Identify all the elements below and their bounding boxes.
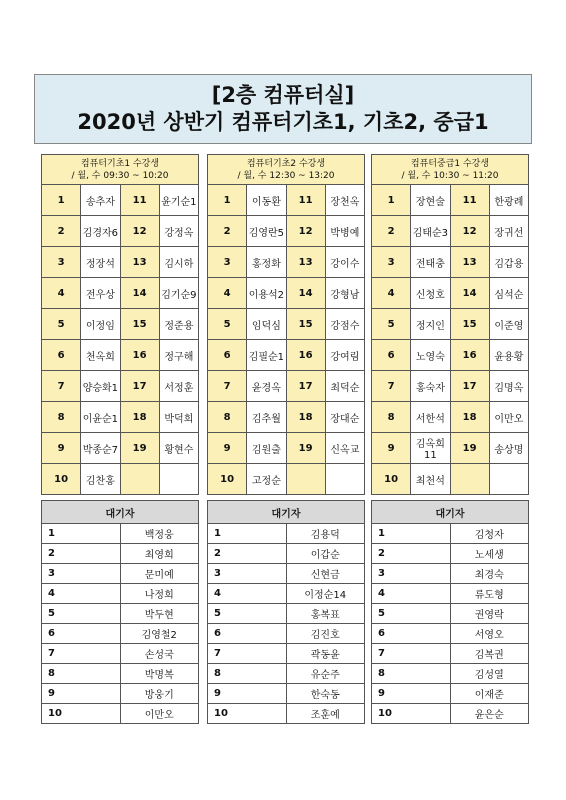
table-row: [208, 664, 365, 684]
student-number: 13: [120, 247, 159, 278]
waitlist-name: 조훈예: [286, 704, 365, 724]
student-name: 윤기순1: [159, 185, 198, 216]
student-number: 7: [208, 371, 247, 402]
student-name: 전우상: [81, 278, 120, 309]
waitlist-number: 10: [208, 704, 287, 724]
student-name: 신옥교: [325, 433, 364, 464]
table-row: [42, 309, 199, 340]
class-name: 컴퓨터기초1 수강생: [80, 158, 160, 169]
student-number: 11: [286, 185, 325, 216]
student-name: 김원출: [247, 433, 286, 464]
student-name: 천옥희: [81, 340, 120, 371]
waitlist-name: 이정순14: [286, 584, 365, 604]
student-name: 신청호: [411, 278, 450, 309]
student-name: 이동환: [247, 185, 286, 216]
waitlist-table: [371, 500, 529, 724]
student-name: 이만오: [489, 402, 528, 433]
class-schedule: / 월, 수 12:30 ~ 13:20: [237, 170, 335, 181]
student-name: 김필순1: [247, 340, 286, 371]
student-name: 송추자: [81, 185, 120, 216]
waitlist-number: 4: [42, 584, 121, 604]
waitlist-title: 대기자: [372, 501, 529, 524]
student-name: 서한석: [411, 402, 450, 433]
student-name: 박병예: [325, 216, 364, 247]
roster-table: [207, 154, 365, 495]
student-name: 양승화1: [81, 371, 120, 402]
student-name: 윤경옥: [247, 371, 286, 402]
student-name: [325, 464, 364, 495]
table-row: [208, 340, 365, 371]
waitlist-number: 8: [208, 664, 287, 684]
table-row: [208, 433, 365, 464]
student-name: 황현수: [159, 433, 198, 464]
waitlist-number: 10: [42, 704, 121, 724]
table-row: [208, 309, 365, 340]
student-number: 6: [208, 340, 247, 371]
student-name: 이윤순1: [81, 402, 120, 433]
table-row: [372, 371, 529, 402]
student-number: 10: [208, 464, 247, 495]
table-row: [208, 644, 365, 664]
student-number: [450, 464, 489, 495]
student-name: 김명옥: [489, 371, 528, 402]
class-schedule: / 월, 수 09:30 ~ 10:20: [71, 170, 169, 181]
table-row: [372, 624, 529, 644]
student-name: 김태순3: [411, 216, 450, 247]
waitlist-header: [372, 501, 529, 524]
student-number: 6: [372, 340, 411, 371]
student-name: 최천석: [411, 464, 450, 495]
waitlist-number: 2: [372, 544, 451, 564]
student-number: 17: [286, 371, 325, 402]
student-name: 김시하: [159, 247, 198, 278]
student-name: 박종순7: [81, 433, 120, 464]
student-number: 17: [450, 371, 489, 402]
waitlist-name: 백정웅: [120, 524, 199, 544]
waitlist-number: 9: [42, 684, 121, 704]
table-row: [372, 309, 529, 340]
waitlist-header: [208, 501, 365, 524]
student-number: 9: [208, 433, 247, 464]
table-row: [372, 185, 529, 216]
student-name: 김추월: [247, 402, 286, 433]
waitlist-title: 대기자: [208, 501, 365, 524]
table-row: [42, 185, 199, 216]
waitlist-name: 김진호: [286, 624, 365, 644]
table-row: [42, 624, 199, 644]
student-number: 4: [42, 278, 81, 309]
student-name: 심석순: [489, 278, 528, 309]
table-row: [208, 402, 365, 433]
waitlist-name: 최경숙: [450, 564, 529, 584]
waitlist-number: 8: [372, 664, 451, 684]
waitlist-name: 박두현: [120, 604, 199, 624]
waitlist-number: 2: [208, 544, 287, 564]
waitlist-name: 권영락: [450, 604, 529, 624]
student-name: 정준용: [159, 309, 198, 340]
student-number: 2: [208, 216, 247, 247]
student-name: [489, 464, 528, 495]
student-number: 13: [450, 247, 489, 278]
student-number: 12: [450, 216, 489, 247]
table-row: [42, 402, 199, 433]
waitlist-number: 7: [372, 644, 451, 664]
waitlist-number: 7: [208, 644, 287, 664]
waitlist-name: 한숙동: [286, 684, 365, 704]
student-number: 5: [372, 309, 411, 340]
student-number: 1: [372, 185, 411, 216]
waitlist-name: 이재준: [450, 684, 529, 704]
table-row: [42, 644, 199, 664]
student-name: 노영숙: [411, 340, 450, 371]
class-column: [41, 154, 199, 724]
table-row: [208, 247, 365, 278]
table-row: [208, 564, 365, 584]
waitlist-number: 2: [42, 544, 121, 564]
student-name: 임덕심: [247, 309, 286, 340]
student-number: 1: [42, 185, 81, 216]
table-row: [372, 544, 529, 564]
student-name: 김영란5: [247, 216, 286, 247]
table-row: [372, 664, 529, 684]
waitlist-name: 윤은순: [450, 704, 529, 724]
class-column: [371, 154, 529, 724]
student-number: 3: [42, 247, 81, 278]
student-number: 4: [372, 278, 411, 309]
table-row: [372, 340, 529, 371]
student-number: 16: [450, 340, 489, 371]
table-row: [208, 464, 365, 495]
class-schedule: / 월, 수 10:30 ~ 11:20: [401, 170, 499, 181]
table-row: [42, 544, 199, 564]
waitlist-name: 김영철2: [120, 624, 199, 644]
student-name: 정장석: [81, 247, 120, 278]
student-number: 11: [450, 185, 489, 216]
student-number: 5: [42, 309, 81, 340]
student-number: 11: [120, 185, 159, 216]
waitlist-name: 노세생: [450, 544, 529, 564]
waitlist-number: 6: [208, 624, 287, 644]
student-name: 장천옥: [325, 185, 364, 216]
student-number: 2: [42, 216, 81, 247]
table-row: [42, 584, 199, 604]
waitlist-number: 9: [208, 684, 287, 704]
table-row: [208, 684, 365, 704]
table-row: [372, 704, 529, 724]
waitlist-number: 5: [42, 604, 121, 624]
student-number: 15: [450, 309, 489, 340]
roster-table: [41, 154, 199, 495]
table-row: [42, 247, 199, 278]
student-number: 19: [120, 433, 159, 464]
student-number: 9: [42, 433, 81, 464]
student-name: [159, 464, 198, 495]
student-name: 정구해: [159, 340, 198, 371]
table-row: [372, 464, 529, 495]
table-row: [372, 604, 529, 624]
student-name: 장대순: [325, 402, 364, 433]
roster-table: [371, 154, 529, 495]
student-name: 강점수: [325, 309, 364, 340]
student-number: 14: [450, 278, 489, 309]
waitlist-name: 곽동윤: [286, 644, 365, 664]
student-name: 홍정화: [247, 247, 286, 278]
student-name: 이용석2: [247, 278, 286, 309]
title-banner: [34, 74, 532, 144]
table-row: [208, 704, 365, 724]
waitlist-number: 3: [208, 564, 287, 584]
student-name: 전태충: [411, 247, 450, 278]
table-row: [208, 524, 365, 544]
table-row: [372, 216, 529, 247]
table-row: [208, 371, 365, 402]
student-number: 17: [120, 371, 159, 402]
table-row: [372, 564, 529, 584]
student-number: 1: [208, 185, 247, 216]
waitlist-name: 박명복: [120, 664, 199, 684]
student-name: 송상명: [489, 433, 528, 464]
waitlist-name: 서영오: [450, 624, 529, 644]
table-row: [42, 524, 199, 544]
student-name: 강여림: [325, 340, 364, 371]
student-number: 12: [120, 216, 159, 247]
waitlist-name: 김청자: [450, 524, 529, 544]
student-number: 10: [42, 464, 81, 495]
student-number: 15: [286, 309, 325, 340]
table-row: [42, 371, 199, 402]
student-name: 강형남: [325, 278, 364, 309]
waitlist-number: 6: [42, 624, 121, 644]
table-row: [42, 216, 199, 247]
waitlist-number: 4: [208, 584, 287, 604]
waitlist-number: 4: [372, 584, 451, 604]
table-row: [372, 247, 529, 278]
roster-header: [42, 155, 199, 185]
student-name: 한광례: [489, 185, 528, 216]
table-row: [42, 433, 199, 464]
student-number: 4: [208, 278, 247, 309]
waitlist-number: 9: [372, 684, 451, 704]
table-row: [42, 340, 199, 371]
student-name: 강이수: [325, 247, 364, 278]
table-row: [42, 664, 199, 684]
student-name: 최덕순: [325, 371, 364, 402]
table-row: [208, 584, 365, 604]
table-row: [372, 644, 529, 664]
table-row: [208, 278, 365, 309]
student-name: 이정임: [81, 309, 120, 340]
student-number: 5: [208, 309, 247, 340]
table-row: [42, 684, 199, 704]
waitlist-name: 김복권: [450, 644, 529, 664]
student-number: 2: [372, 216, 411, 247]
waitlist-number: 8: [42, 664, 121, 684]
table-row: [372, 278, 529, 309]
student-number: 18: [286, 402, 325, 433]
student-number: 8: [208, 402, 247, 433]
waitlist-name: 유순주: [286, 664, 365, 684]
table-row: [42, 604, 199, 624]
student-number: 8: [372, 402, 411, 433]
table-row: [208, 624, 365, 644]
waitlist-name: 문미예: [120, 564, 199, 584]
student-number: 16: [286, 340, 325, 371]
table-row: [42, 278, 199, 309]
table-row: [208, 544, 365, 564]
waitlist-number: 6: [372, 624, 451, 644]
student-name: 장현술: [411, 185, 450, 216]
table-row: [42, 464, 199, 495]
student-number: [120, 464, 159, 495]
student-number: 19: [286, 433, 325, 464]
waitlist-name: 김용덕: [286, 524, 365, 544]
student-number: 3: [208, 247, 247, 278]
roster-header: [372, 155, 529, 185]
student-number: 19: [450, 433, 489, 464]
waitlist-name: 김성열: [450, 664, 529, 684]
roster-header: [208, 155, 365, 185]
waitlist-name: 신현금: [286, 564, 365, 584]
student-number: 14: [120, 278, 159, 309]
page-title: [2층 컴퓨터실]: [211, 83, 355, 107]
class-name: 컴퓨터중급1 수강생: [410, 158, 490, 169]
student-number: 15: [120, 309, 159, 340]
class-column: [207, 154, 365, 724]
table-row: [372, 684, 529, 704]
table-row: [372, 524, 529, 544]
student-name: 김옥희11: [411, 433, 450, 464]
table-row: [208, 185, 365, 216]
student-name: 김경자6: [81, 216, 120, 247]
student-number: 10: [372, 464, 411, 495]
waitlist-header: [42, 501, 199, 524]
waitlist-name: 최영희: [120, 544, 199, 564]
student-number: 16: [120, 340, 159, 371]
student-number: 7: [42, 371, 81, 402]
page-subtitle: 2020년 상반기 컴퓨터기초1, 기초2, 중급1: [77, 110, 489, 134]
waitlist-number: 3: [42, 564, 121, 584]
class-name: 컴퓨터기초2 수강생: [246, 158, 326, 169]
waitlist-number: 10: [372, 704, 451, 724]
table-row: [372, 402, 529, 433]
waitlist-name: 이갑순: [286, 544, 365, 564]
student-number: 14: [286, 278, 325, 309]
waitlist-number: 3: [372, 564, 451, 584]
table-row: [42, 564, 199, 584]
waitlist-name: 나정희: [120, 584, 199, 604]
waitlist-table: [207, 500, 365, 724]
table-row: [372, 584, 529, 604]
waitlist-name: 류도형: [450, 584, 529, 604]
student-name: 장귀선: [489, 216, 528, 247]
waitlist-number: 1: [208, 524, 287, 544]
student-name: 이준영: [489, 309, 528, 340]
waitlist-number: 1: [372, 524, 451, 544]
waitlist-name: 홍복표: [286, 604, 365, 624]
waitlist-number: 5: [372, 604, 451, 624]
waitlist-title: 대기자: [42, 501, 199, 524]
student-number: 8: [42, 402, 81, 433]
student-name: 정지인: [411, 309, 450, 340]
student-number: 7: [372, 371, 411, 402]
student-name: 서정훈: [159, 371, 198, 402]
student-name: 김갑용: [489, 247, 528, 278]
student-name: 김찬홍: [81, 464, 120, 495]
student-name: 윤용황: [489, 340, 528, 371]
student-number: 12: [286, 216, 325, 247]
student-name: 박덕희: [159, 402, 198, 433]
waitlist-name: 손성국: [120, 644, 199, 664]
student-name: 고정순: [247, 464, 286, 495]
waitlist-name: 방웅기: [120, 684, 199, 704]
student-number: 18: [120, 402, 159, 433]
waitlist-table: [41, 500, 199, 724]
student-number: 6: [42, 340, 81, 371]
waitlist-number: 1: [42, 524, 121, 544]
waitlist-name: 이만오: [120, 704, 199, 724]
student-number: 18: [450, 402, 489, 433]
table-row: [42, 704, 199, 724]
waitlist-number: 7: [42, 644, 121, 664]
table-row: [208, 216, 365, 247]
student-number: 9: [372, 433, 411, 464]
student-number: 3: [372, 247, 411, 278]
student-number: [286, 464, 325, 495]
waitlist-number: 5: [208, 604, 287, 624]
student-name: 김기순9: [159, 278, 198, 309]
student-name: 강정옥: [159, 216, 198, 247]
table-row: [372, 433, 529, 464]
student-number: 13: [286, 247, 325, 278]
table-row: [208, 604, 365, 624]
student-name: 홍숙자: [411, 371, 450, 402]
